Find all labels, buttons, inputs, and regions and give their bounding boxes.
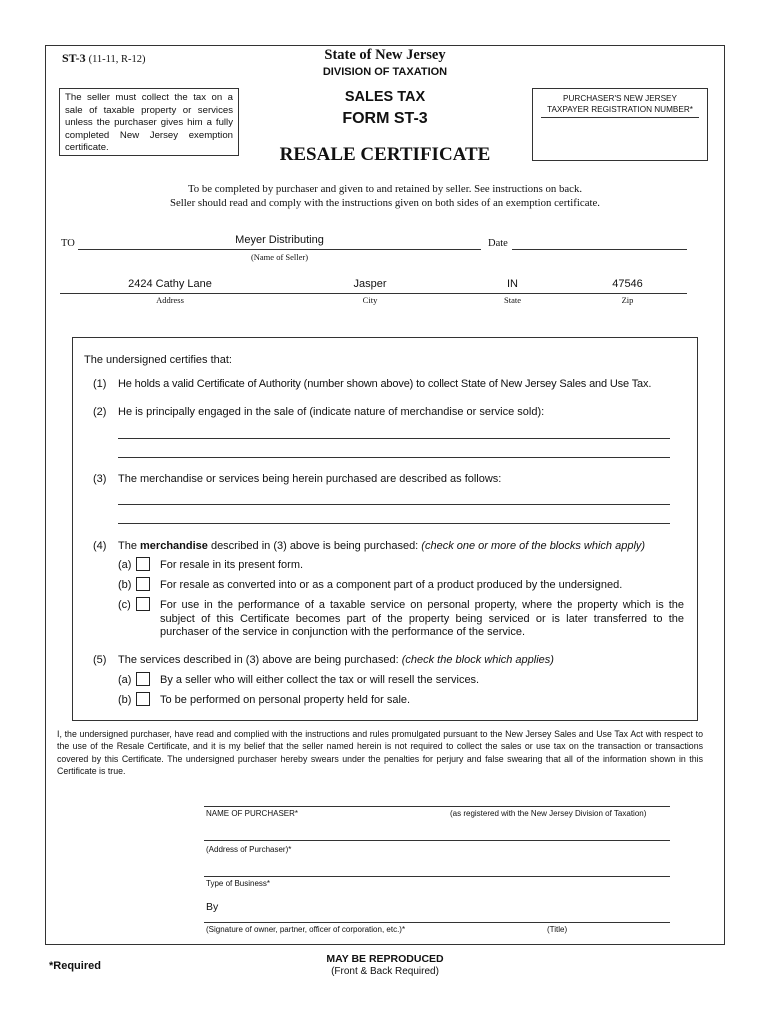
- seller-name-field[interactable]: Meyer Distributing: [235, 234, 324, 246]
- registration-number-box[interactable]: [532, 88, 708, 161]
- signature-field[interactable]: [225, 898, 670, 912]
- item3-number: (3): [93, 473, 107, 485]
- instruction-line-2: Seller should read and comply with the instructions given on both sides of an exemption certificate.: [170, 197, 600, 209]
- item4-bold: merchandise: [140, 540, 208, 552]
- item5-number: (5): [93, 654, 107, 666]
- sales-tax-title: SALES TAX: [344, 89, 426, 105]
- signature-label: (Signature of owner, partner, officer of corporation, etc.)*: [206, 925, 406, 934]
- item3-line-1: [118, 504, 670, 505]
- state-field[interactable]: IN: [507, 278, 518, 290]
- purchaser-address-line: [204, 840, 670, 841]
- item4c-letter: (c): [118, 599, 131, 611]
- item2-number: (2): [93, 406, 107, 418]
- certify-intro: The undersigned certifies that:: [84, 354, 232, 366]
- zip-caption: Zip: [621, 295, 634, 305]
- item2-line-2: [118, 457, 670, 458]
- state-title: State of New Jersey: [324, 47, 446, 63]
- item5b-checkbox[interactable]: [136, 692, 150, 706]
- city-caption: City: [362, 295, 378, 305]
- item4b-checkbox[interactable]: [136, 577, 150, 591]
- seller-name-line: [78, 249, 481, 250]
- item3-line-2: [118, 523, 670, 524]
- reg-label-2: TAXPAYER REGISTRATION NUMBER*: [547, 105, 693, 114]
- form-code: ST-3: [62, 51, 86, 65]
- purchaser-name-line: [204, 806, 670, 807]
- item5a-text: By a seller who will either collect the tax or will resell the services.: [160, 674, 480, 686]
- business-type-line: [204, 876, 670, 877]
- item2-text: He is principally engaged in the sale of (indicate nature of merchandise or service sold):: [118, 406, 545, 418]
- reg-label-1: PURCHASER'S NEW JERSEY: [563, 94, 677, 103]
- front-back-required: (Front & Back Required): [331, 966, 439, 977]
- item4c-checkbox[interactable]: [136, 597, 150, 611]
- item4-pre: The: [118, 540, 141, 552]
- instruction-line-1: To be completed by purchaser and given to and retained by seller. See instructions on back.: [187, 183, 583, 195]
- item4b-text: For resale as converted into or as a component part of a product produced by the undersigned.: [160, 579, 623, 591]
- declaration-paragraph: I, the undersigned purchaser, have read and complied with the instructions and rules promulgated pursuant to the New Jersey Sales and Use Tax Act with respect to the use of the Resale Certificate, and it is my belief that the seller named herein is not required to collect the sales or use tax on the transaction or transactions covered by this Certificate. The undersigned purchaser hereby swears under the penalties for perjury and false swearing that all of the information shown in this Certificate is true.: [57, 729, 703, 777]
- item4-text: [118, 540, 693, 552]
- purchaser-name-note: (as registered with the New Jersey Division of Taxation): [450, 809, 647, 818]
- by-label: By: [206, 901, 219, 913]
- seller-name-caption: (Name of Seller): [250, 252, 309, 262]
- item1-text: He holds a valid Certificate of Authority (number shown above) to collect State of New Jersey Sales and Use Tax.: [118, 378, 652, 390]
- address-caption: Address: [156, 295, 184, 305]
- form-name-title: FORM ST-3: [342, 110, 428, 127]
- form-revision: (11-11, R-12): [88, 54, 146, 65]
- date-label: Date: [488, 238, 508, 249]
- title-label: (Title): [547, 925, 568, 934]
- seller-notice-box: The seller must collect the tax on a sale of taxable property or services unless the purchaser gives him a fully completed New Jersey exemption certificate.: [59, 88, 239, 156]
- item5a-letter: (a): [118, 674, 132, 686]
- purchaser-name-label: NAME OF PURCHASER*: [206, 809, 299, 818]
- form-code-line: [62, 51, 146, 66]
- item1-number: (1): [93, 378, 107, 390]
- date-line: [512, 249, 687, 250]
- item5a-checkbox[interactable]: [136, 672, 150, 686]
- signature-line: [204, 922, 670, 923]
- item4-italic: (check one or more of the blocks which apply): [421, 540, 646, 552]
- to-label: TO: [61, 238, 75, 249]
- item5b-text: To be performed on personal property held for sale.: [160, 694, 411, 706]
- item5-italic: (check the block which applies): [401, 654, 554, 666]
- address-field[interactable]: 2424 Cathy Lane: [128, 278, 212, 290]
- city-field[interactable]: Jasper: [353, 278, 387, 290]
- item4b-letter: (b): [118, 579, 132, 591]
- division-title: DIVISION OF TAXATION: [322, 66, 448, 78]
- certificate-title: RESALE CERTIFICATE: [279, 144, 491, 165]
- business-type-label: Type of Business*: [206, 879, 271, 888]
- item5b-letter: (b): [118, 694, 132, 706]
- item4a-letter: (a): [118, 559, 132, 571]
- item4a-text: For resale in its present form.: [160, 559, 304, 571]
- reg-label-underline: [541, 117, 699, 118]
- address-line: [60, 293, 687, 294]
- purchaser-address-label: (Address of Purchaser)*: [206, 845, 292, 854]
- state-caption: State: [504, 295, 521, 305]
- item4a-checkbox[interactable]: [136, 557, 150, 571]
- item4c-text: For use in the performance of a taxable service on personal property, where the property which is the subject of this Certificate becomes part of the property being serviced or is later transferred to the purchaser of the service in conjunction with the performance of the service.: [160, 599, 684, 638]
- required-note: *Required: [49, 960, 101, 972]
- zip-field[interactable]: 47546: [612, 278, 643, 290]
- item4-post: described in (3) above is being purchased:: [207, 540, 422, 552]
- item2-line-1: [118, 438, 670, 439]
- item3-text: The merchandise or services being herein purchased are described as follows:: [118, 473, 502, 485]
- item5-main: The services described in (3) above are being purchased:: [118, 654, 402, 666]
- item4-number: (4): [93, 540, 107, 552]
- item5-text: [118, 654, 693, 666]
- may-be-reproduced: MAY BE REPRODUCED: [326, 953, 444, 965]
